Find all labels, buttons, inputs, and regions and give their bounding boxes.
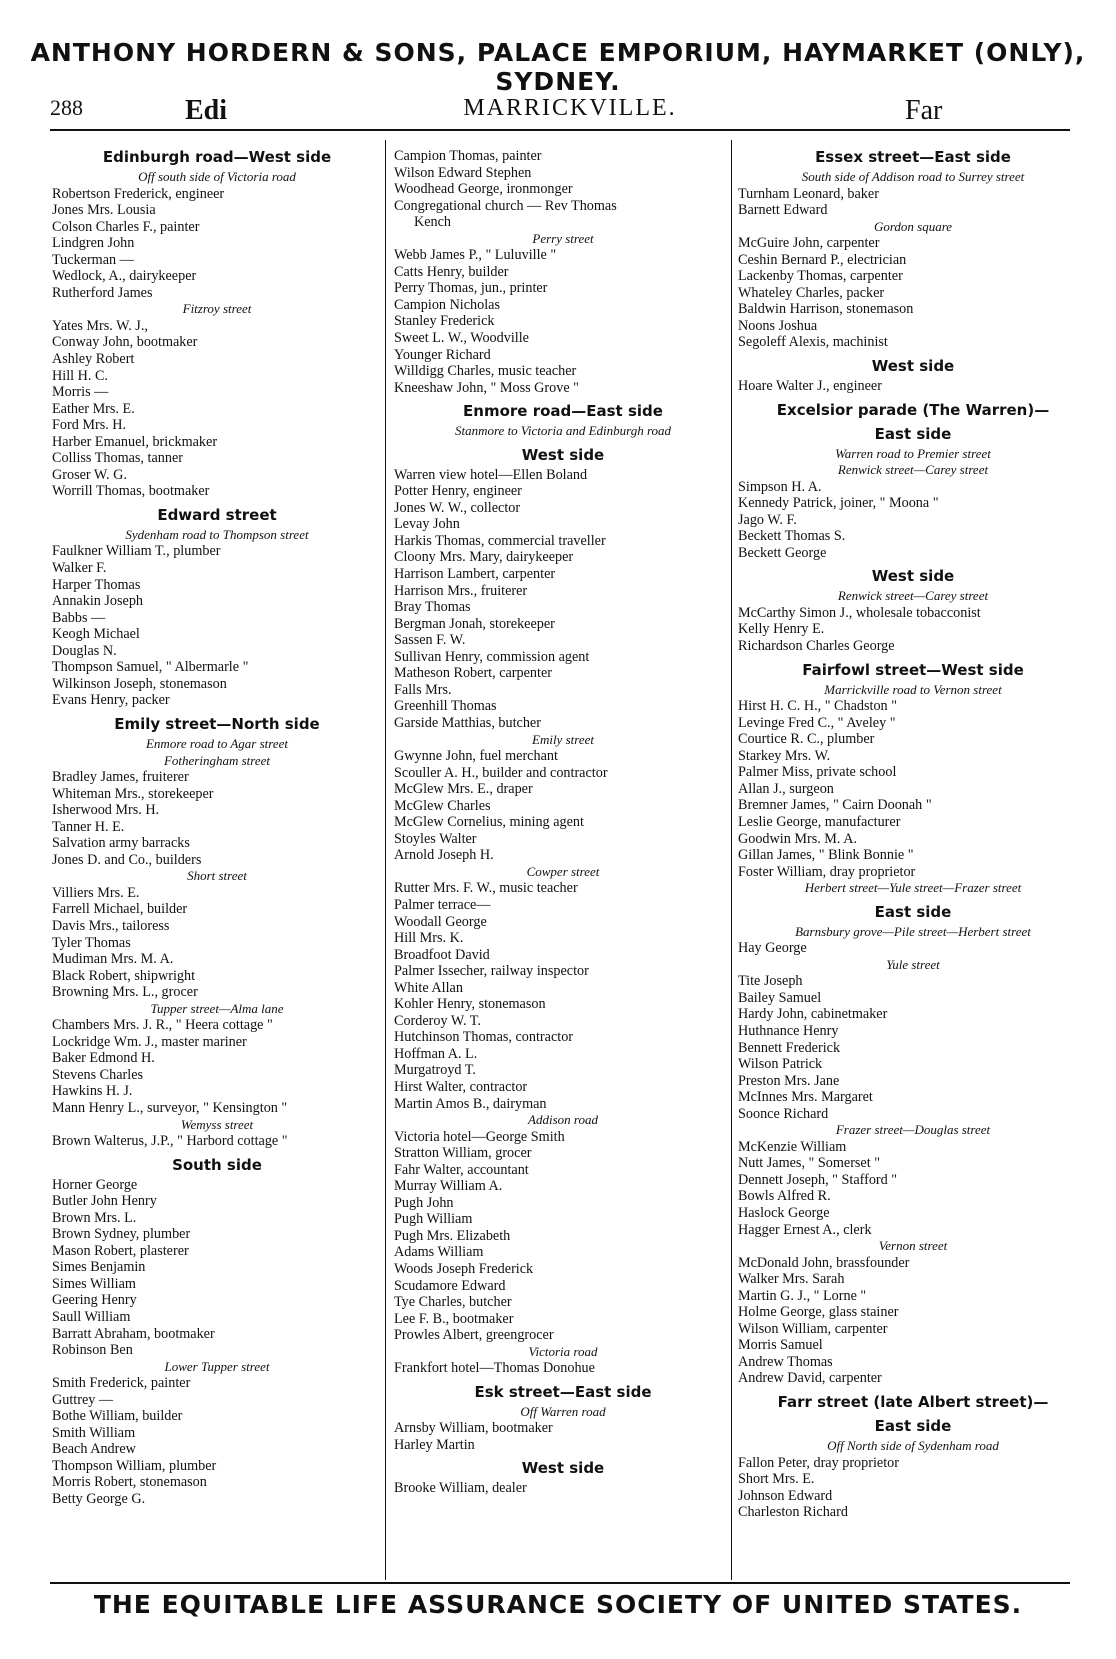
section-heading: Essex street—East side [815, 148, 1011, 166]
directory-entry: Bennett Frederick [738, 1039, 841, 1056]
directory-entry: McGlew Charles [394, 797, 491, 814]
directory-entry: Tanner H. E. [52, 818, 125, 835]
street-subheading: Sydenham road to Thompson street [125, 526, 309, 542]
directory-entry: Warren view hotel—Ellen Boland [394, 466, 588, 483]
directory-entry: McKenzie William [738, 1138, 847, 1155]
section-heading: Emily street—North side [114, 714, 320, 733]
directory-entry: Willdigg Charles, music teacher [394, 363, 577, 380]
directory-entry: Smith Frederick, painter [52, 1375, 191, 1392]
directory-entry: Turnham Leonard, baker [738, 185, 879, 202]
directory-entry: Tite Joseph [738, 973, 803, 990]
directory-entry: Short Mrs. E. [738, 1471, 815, 1488]
directory-entry: Morris — [52, 384, 109, 401]
directory-entry: Gillan James, " Blink Bonnie " [738, 847, 914, 864]
section-heading: Edinburgh road—West side [102, 148, 332, 166]
directory-entry: Kohler Henry, stonemason [394, 996, 546, 1013]
directory-entry: Catts Henry, builder [394, 263, 509, 280]
street-subheading: Enmore road to Agar street [145, 735, 289, 751]
directory-entry: Younger Richard [394, 346, 491, 363]
directory-entry: Wilson Edward Stephen [394, 164, 532, 181]
directory-entry: Mann Henry L., surveyor, " Kensington " [52, 1099, 288, 1116]
directory-entry: Murray William A. [394, 1178, 503, 1195]
directory-entry: Harkis Thomas, commercial traveller [394, 532, 606, 549]
directory-entry: Bergman Jonah, storekeeper [394, 615, 555, 632]
directory-entry: Jones W. W., collector [394, 499, 521, 516]
directory-entry: Scudamore Edward [394, 1277, 506, 1294]
directory-entry: Levinge Fred C., " Aveley " [738, 714, 896, 731]
directory-entry: Arnold Joseph H. [394, 847, 494, 864]
street-subheading: Fotheringham street [163, 752, 271, 768]
directory-entry: Pugh William [394, 1211, 473, 1228]
directory-entry: Hagger Ernest A., clerk [738, 1221, 872, 1238]
directory-entry: McCarthy Simon J., wholesale tobacconist [738, 604, 981, 621]
directory-entry: Harrison Mrs., fruiterer [394, 582, 528, 599]
street-subheading: Short street [187, 868, 247, 884]
directory-entry: Victoria hotel—George Smith [394, 1128, 565, 1145]
directory-entry: Wedlock, A., dairykeeper [52, 268, 197, 285]
range-start-header: Edi [185, 95, 228, 126]
directory-entry: Broadfoot David [394, 946, 490, 963]
directory-entry: Mason Robert, plasterer [52, 1242, 189, 1259]
street-subheading: Lower Tupper street [164, 1358, 270, 1374]
directory-entry: Jones D. and Co., builders [52, 851, 202, 868]
directory-entry: Kneeshaw John, " Moss Grove " [394, 379, 579, 396]
directory-entry: Pugh Mrs. Elizabeth [394, 1227, 511, 1244]
directory-entry: Nutt James, " Somerset " [738, 1155, 881, 1172]
directory-entry: Rutherford James [52, 284, 153, 301]
directory-entry: McGlew Mrs. E., draper [394, 781, 533, 798]
directory-entry: Leslie George, manufacturer [738, 813, 901, 830]
directory-entry: Campion Nicholas [394, 296, 500, 313]
directory-entry: Tyler Thomas [52, 934, 131, 951]
street-subheading: Fitzroy street [182, 301, 252, 317]
directory-entry: Morris Robert, stonemason [52, 1474, 207, 1491]
directory-entry: Beach Andrew [52, 1441, 136, 1458]
directory-entry: Yates Mrs. W. J., [52, 317, 148, 334]
directory-entry: Matheson Robert, carpenter [394, 665, 552, 682]
directory-entry: Kelly Henry E. [738, 621, 825, 638]
directory-entry: Harber Emanuel, brickmaker [52, 433, 218, 450]
directory-entry: Thompson Samuel, " Albermarle " [52, 659, 249, 676]
directory-entry: Browning Mrs. L., grocer [52, 984, 198, 1001]
directory-entry: McDonald John, brassfounder [738, 1254, 910, 1271]
directory-entry: Palmer Issecher, railway inspector [394, 963, 589, 980]
directory-entry: Horner George [52, 1176, 138, 1193]
directory-entry: Sassen F. W. [394, 632, 466, 649]
directory-entry: Courtice R. C., plumber [738, 731, 875, 748]
directory-entry: McGuire John, carpenter [738, 235, 880, 252]
directory-entry: Stanley Frederick [394, 313, 495, 330]
directory-entry: Colliss Thomas, tanner [52, 450, 183, 467]
directory-entry: Butler John Henry [52, 1193, 157, 1210]
street-subheading: Wemyss street [180, 1116, 254, 1132]
directory-entry: Arnsby William, bootmaker [394, 1420, 553, 1437]
street-subheading: Renwick street—Carey street [837, 588, 989, 604]
street-subheading: Frazer street—Douglas street [835, 1122, 991, 1138]
directory-entry: Saull William [52, 1309, 131, 1325]
directory-entry: Greenhill Thomas [394, 698, 497, 715]
street-subheading: Warren road to Premier street [835, 445, 991, 461]
directory-entry: Hardy John, cabinetmaker [738, 1006, 888, 1023]
directory-entry: Perry Thomas, jun., printer [394, 280, 548, 297]
street-subheading: Marrickville road to Vernon street [824, 681, 1002, 697]
footer-rule [50, 1582, 1070, 1584]
directory-entry: Bradley James, fruiterer [52, 769, 189, 786]
directory-entry: Corderoy W. T. [394, 1012, 481, 1029]
directory-entry: Hoare Walter J., engineer [738, 378, 882, 395]
directory-entry: Bailey Samuel [738, 989, 822, 1006]
directory-entry: Jones Mrs. Lousia [52, 202, 156, 219]
directory-entry: Bray Thomas [394, 599, 471, 616]
section-heading: South side [172, 1155, 262, 1174]
directory-entry: Simes Benjamin [52, 1259, 146, 1276]
directory-entry: Smith William [52, 1424, 136, 1441]
directory-entry: Brown Mrs. L. [52, 1209, 137, 1226]
directory-entry: Johnson Edward [738, 1487, 833, 1504]
street-subheading: Yule street [886, 956, 940, 972]
directory-entry: Davis Mrs., tailoress [52, 917, 170, 934]
directory-entry: Frankfort hotel—Thomas Donohue [394, 1360, 595, 1377]
directory-entry: Murgatroyd T. [394, 1062, 476, 1079]
section-heading: West side [871, 567, 955, 586]
directory-entry: Scouller A. H., builder and contractor [394, 764, 608, 781]
directory-entry: Richardson Charles George [738, 638, 895, 655]
directory-entry: Martin G. J., " Lorne " [738, 1287, 867, 1304]
section-heading: Edward street [157, 505, 277, 524]
directory-entry: Congregational church — Rev Thomas [394, 197, 617, 214]
directory-entry: Chambers Mrs. J. R., " Heera cottage " [52, 1017, 273, 1034]
directory-entry: Robinson Ben [52, 1342, 133, 1359]
directory-entry: Holme George, glass stainer [738, 1304, 899, 1321]
directory-entry: Faulkner William T., plumber [52, 543, 221, 560]
street-subheading: Off North side of Sydenham road [827, 1438, 999, 1453]
directory-entry: Stevens Charles [52, 1066, 144, 1083]
directory-entry: Isherwood Mrs. H. [52, 802, 160, 819]
directory-entry: Charleston Richard [738, 1504, 848, 1521]
directory-entry: Andrew David, carpenter [738, 1370, 882, 1387]
section-heading: Fairfowl street—West side [802, 660, 1024, 679]
directory-entry: Gwynne John, fuel merchant [394, 748, 558, 765]
directory-entry: Beckett George [738, 544, 827, 561]
directory-entry: Douglas N. [52, 642, 117, 659]
directory-entry: White Allan [394, 979, 463, 996]
directory-entry: Segoleff Alexis, machinist [738, 334, 888, 351]
directory-entry: Huthnance Henry [738, 1022, 839, 1039]
top-advertisement-banner: ANTHONY HORDERN & SONS, PALACE EMPORIUM, HAYMARKET (ONLY), SYDNEY. [30, 38, 1086, 96]
directory-entry: Worrill Thomas, bootmaker [52, 483, 210, 500]
directory-entry: Haslock George [738, 1204, 830, 1221]
directory-entry: Ford Mrs. H. [52, 417, 127, 434]
directory-entry: Prowles Albert, greengrocer [394, 1327, 554, 1344]
directory-entry: Harley Martin [394, 1436, 475, 1453]
directory-entry: Goodwin Mrs. M. A. [738, 830, 858, 847]
directory-entry: Brown Walterus, J.P., " Harbord cottage " [52, 1133, 288, 1150]
directory-entry: Palmer terrace— [394, 896, 491, 913]
street-subheading: Barnsbury grove—Pile street—Herbert street [795, 923, 1031, 939]
directory-column-2 [394, 148, 732, 1497]
directory-entry: Rutter Mrs. F. W., music teacher [394, 880, 578, 897]
directory-entry: Colson Charles F., painter [52, 218, 200, 235]
directory-entry: Conway John, bootmaker [52, 334, 198, 351]
directory-entry: Preston Mrs. Jane [738, 1072, 840, 1089]
directory-entry: Foster William, dray proprietor [738, 863, 916, 880]
directory-entry: Annakin Joseph [52, 593, 144, 610]
street-subheading: Emily street [532, 731, 594, 747]
directory-entry: Tuckerman — [52, 251, 134, 268]
street-subheading: Herbert street—Yule street—Frazer street [804, 880, 1022, 896]
section-heading: Enmore road—East side [463, 402, 663, 421]
section-heading: Esk street—East side [474, 1382, 652, 1401]
directory-entry: Hoffman A. L. [394, 1045, 478, 1062]
directory-entry: Bremner James, " Cairn Doonah " [738, 797, 932, 814]
directory-entry: Adams William [394, 1244, 484, 1261]
section-heading: East side [874, 424, 952, 443]
directory-entry: Eather Mrs. E. [52, 400, 135, 417]
directory-entry: Simpson H. A. [738, 478, 822, 495]
directory-entry: Lockridge Wm. J., master mariner [52, 1033, 247, 1050]
directory-entry: Black Robert, shipwright [52, 967, 196, 984]
page-title: MARRICKVILLE. [463, 95, 677, 121]
directory-entry: Whiteman Mrs., storekeeper [52, 785, 214, 802]
directory-entry: Hutchinson Thomas, contractor [394, 1029, 574, 1046]
directory-column-3 [738, 148, 1088, 1521]
directory-entry: Ashley Robert [52, 351, 135, 368]
directory-entry: Lindgren John [52, 235, 135, 252]
section-heading: West side [521, 445, 605, 464]
directory-entry: Thompson William, plumber [52, 1457, 217, 1474]
directory-entry: Ceshin Bernard P., electrician [738, 251, 907, 268]
street-subheading: Stanmore to Victoria and Edinburgh road [454, 423, 672, 439]
directory-entry: Tye Charles, butcher [394, 1294, 512, 1311]
directory-entry: Pugh John [394, 1194, 454, 1211]
directory-entry: Hay George [738, 940, 807, 957]
range-end-header: Far [905, 95, 943, 126]
directory-entry: Levay John [394, 516, 460, 533]
directory-entry: Morris Samuel [738, 1337, 823, 1354]
directory-entry: Simes William [52, 1275, 136, 1292]
directory-entry: Walker F. [52, 560, 107, 577]
directory-entry: Barnett Edward [738, 202, 828, 219]
directory-entry: Baker Edmond H. [52, 1050, 155, 1067]
street-subheading: Off Warren road [520, 1403, 606, 1419]
directory-entry: Kennedy Patrick, joiner, " Moona " [738, 495, 939, 512]
directory-entry: Barratt Abraham, bootmaker [52, 1325, 215, 1342]
directory-entry: Wilson Patrick [738, 1056, 823, 1073]
directory-entry: Garside Matthias, butcher [394, 714, 541, 731]
directory-entry: Lee F. B., bootmaker [394, 1310, 514, 1327]
directory-entry: Brown Sydney, plumber [52, 1226, 191, 1243]
directory-entry: Fallon Peter, dray proprietor [738, 1454, 899, 1471]
directory-entry: Cloony Mrs. Mary, dairykeeper [394, 549, 574, 566]
directory-entry: Fahr Walter, accountant [394, 1161, 529, 1178]
directory-entry: Campion Thomas, painter [394, 148, 542, 164]
directory-entry: Wilson William, carpenter [738, 1320, 888, 1337]
section-heading: West side [521, 1459, 605, 1478]
street-subheading: Renwick street—Carey street [837, 462, 989, 478]
directory-entry: Villiers Mrs. E. [52, 884, 140, 901]
directory-entry: Dennett Joseph, " Stafford " [738, 1171, 898, 1188]
directory-entry: Harper Thomas [52, 576, 141, 593]
directory-entry: Hirst H. C. H., " Chadston " [738, 698, 897, 715]
directory-entry: Stoyles Walter [394, 830, 477, 847]
section-heading: Farr street (late Albert street)— [777, 1393, 1049, 1411]
directory-entry: Kench [414, 214, 452, 231]
directory-column-1 [52, 148, 382, 1508]
directory-entry: Farrell Michael, builder [52, 901, 188, 918]
header-rule [50, 129, 1070, 131]
directory-entry: Hirst Walter, contractor [394, 1078, 528, 1095]
directory-entry: Bowls Alfred R. [738, 1188, 831, 1205]
section-heading: East side [874, 1417, 952, 1435]
directory-entry: Sweet L. W., Woodville [394, 330, 529, 347]
directory-entry: Andrew Thomas [738, 1353, 833, 1370]
street-subheading: Off south side of Victoria road [138, 169, 296, 184]
directory-entry: Salvation army barracks [52, 835, 190, 852]
directory-entry: Noons Joshua [738, 317, 818, 334]
directory-entry: Martin Amos B., dairyman [394, 1095, 547, 1112]
directory-entry: Mudiman Mrs. M. A. [52, 951, 174, 968]
directory-entry: Soonce Richard [738, 1105, 829, 1122]
street-subheading: Gordon square [873, 218, 953, 234]
directory-entry: Babbs — [52, 609, 106, 626]
section-heading: East side [874, 902, 952, 921]
street-subheading: Addison road [528, 1112, 598, 1128]
directory-entry: Robertson Frederick, engineer [52, 185, 225, 202]
directory-entry: Whateley Charles, packer [738, 284, 885, 301]
directory-entry: Potter Henry, engineer [394, 483, 522, 500]
directory-entry: Geering Henry [52, 1292, 137, 1309]
directory-entry: Harrison Lambert, carpenter [394, 566, 556, 583]
directory-entry: Evans Henry, packer [52, 692, 170, 709]
directory-entry: Woods Joseph Frederick [394, 1261, 534, 1277]
directory-entry: Hill H. C. [52, 367, 108, 384]
section-heading: Excelsior parade (The Warren)— [776, 400, 1050, 419]
directory-entry: McInnes Mrs. Margaret [738, 1089, 873, 1106]
section-heading: West side [871, 357, 955, 376]
directory-entry: Webb James P., " Luluville " [394, 247, 557, 264]
street-subheading: South side of Addison road to Surrey street [801, 169, 1025, 184]
directory-entry: Brooke William, dealer [394, 1480, 527, 1497]
directory-entry: Hill Mrs. K. [394, 930, 464, 947]
directory-entry: Walker Mrs. Sarah [738, 1271, 845, 1288]
directory-entry: Falls Mrs. [394, 681, 452, 698]
directory-entry: Allan J., surgeon [738, 780, 834, 797]
directory-entry: Keogh Michael [52, 626, 140, 643]
page-number: 288 [50, 95, 83, 120]
column-divider-left [385, 140, 386, 1580]
directory-entry: Starkey Mrs. W. [738, 747, 831, 764]
directory-entry: Wilkinson Joseph, stonemason [52, 675, 227, 692]
street-subheading: Perry street [532, 230, 594, 246]
street-subheading: Tupper street—Alma lane [150, 1000, 284, 1016]
directory-entry: Groser W. G. [52, 466, 127, 483]
directory-entry: Stratton William, grocer [394, 1145, 532, 1162]
bottom-advertisement-banner: THE EQUITABLE LIFE ASSURANCE SOCIETY OF UNITED STATES. [93, 1590, 1023, 1619]
directory-entry: Baldwin Harrison, stonemason [738, 301, 914, 318]
directory-entry: Bothe William, builder [52, 1408, 183, 1425]
directory-entry: Palmer Miss, private school [738, 764, 897, 781]
street-subheading: Cowper street [526, 863, 600, 879]
directory-entry: Beckett Thomas S. [738, 528, 846, 545]
directory-entry: Jago W. F. [738, 511, 797, 528]
street-subheading: Vernon street [878, 1238, 948, 1254]
directory-entry: Betty George G. [52, 1491, 146, 1508]
directory-entry: Guttrey — [52, 1391, 114, 1408]
directory-entry: McGlew Cornelius, mining agent [394, 814, 584, 831]
directory-entry: Woodall George [394, 913, 487, 930]
directory-entry: Hawkins H. J. [52, 1083, 133, 1100]
directory-entry: Sullivan Henry, commission agent [394, 648, 590, 665]
street-subheading: Victoria road [528, 1343, 598, 1359]
directory-entry: Lackenby Thomas, carpenter [738, 268, 903, 285]
directory-entry: Woodhead George, ironmonger [394, 181, 573, 198]
